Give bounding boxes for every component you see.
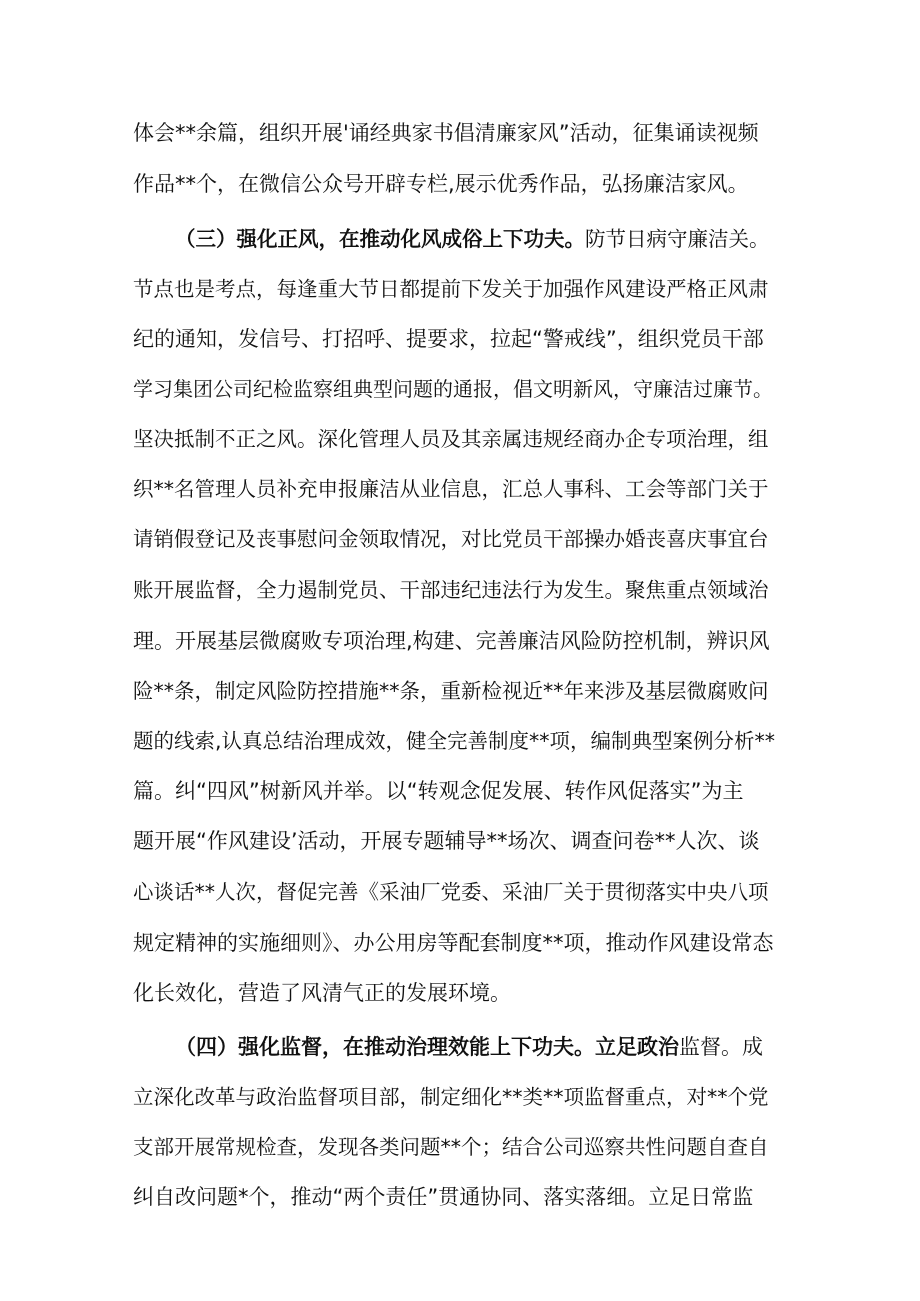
section-four-heading: （四）强化监督，在推动治理效能上下功夫。立足政治 xyxy=(175,1035,679,1059)
paragraph-line: 支部开展常规检查，发现各类问题**个；结合公司巡察共性问题自查自 xyxy=(133,1135,769,1159)
paragraph-text: 防节日病守廉洁关。 xyxy=(585,227,770,251)
paragraph-line: 化长效化，营造了风清气正的发展环境。 xyxy=(133,981,511,1005)
paragraph-line: 题的线索,认真总结治理成效，健全完善制度**项，编制典型案例分析** xyxy=(133,729,776,753)
paragraph-line: 学习集团公司纪检监察组典型问题的通报，倡文明新风，守廉洁过廉节。 xyxy=(133,377,773,401)
paragraph-line: 立深化改革与政治监督项目部，制定细化**类**项监督重点，对**个党 xyxy=(133,1085,769,1109)
section-three-first-line xyxy=(175,227,770,251)
paragraph-line: 坚决抵制不正之风。深化管理人员及其亲属违规经商办企专项治理，组 xyxy=(133,427,769,451)
paragraph-text: 监督。成 xyxy=(679,1035,763,1059)
paragraph-line: 账开展监督，全力遏制党员、干部违纪违法行为发生。聚焦重点领域治 xyxy=(133,578,769,602)
paragraph-line: 体会**余篇，组织开展'诵经典家书倡清廉家风”活动，征集诵读视频 xyxy=(133,121,759,145)
paragraph-line: 险**条，制定风险防控措施**条，重新检视近**年来涉及基层微腐败问 xyxy=(133,679,769,703)
section-three-heading: （三）强化正风，在推动化风成俗上下功夫。 xyxy=(175,227,585,251)
paragraph-line: 心谈话**人次，督促完善《采油厂党委、采油厂关于贯彻落实中央八项 xyxy=(133,880,769,904)
paragraph-line: 篇。纠“四风”树新风并举。以“转观念促发展、转作风促落实”为主 xyxy=(133,779,744,803)
paragraph-line: 题开展“作风建设’活动，开展专题辅导**场次、调查问卷**人次、谈 xyxy=(133,829,760,853)
paragraph-line: 规定精神的实施细则》、办公用房等配套制度**项，推动作风建设常态 xyxy=(133,931,774,955)
paragraph-line: 织**名管理人员补充申报廉洁从业信息，汇总人事科、工会等部门关于 xyxy=(133,477,769,501)
paragraph-line: 纠自改问题*个，推动“两个责任”贯通协同、落实落细。立足日常监 xyxy=(133,1185,754,1209)
paragraph-line: 纪的通知，发信号、打招呼、提要求，拉起“警戒线”，组织党员干部 xyxy=(133,327,764,351)
paragraph-line: 作品**个，在微信公众号开辟专栏,展示优秀作品，弘扬廉洁家风。 xyxy=(133,172,749,196)
section-four-first-line xyxy=(175,1035,763,1059)
paragraph-line: 理。开展基层微腐败专项治理,构建、完善廉洁风险防控机制，辨识风 xyxy=(133,629,770,653)
paragraph-line: 请销假登记及丧事慰问金领取情况，对比党员干部操办婚丧喜庆事宜台 xyxy=(133,527,769,551)
paragraph-line: 节点也是考点，每逢重大节日都提前下发关于加强作风建设严格正风肃 xyxy=(133,277,769,301)
